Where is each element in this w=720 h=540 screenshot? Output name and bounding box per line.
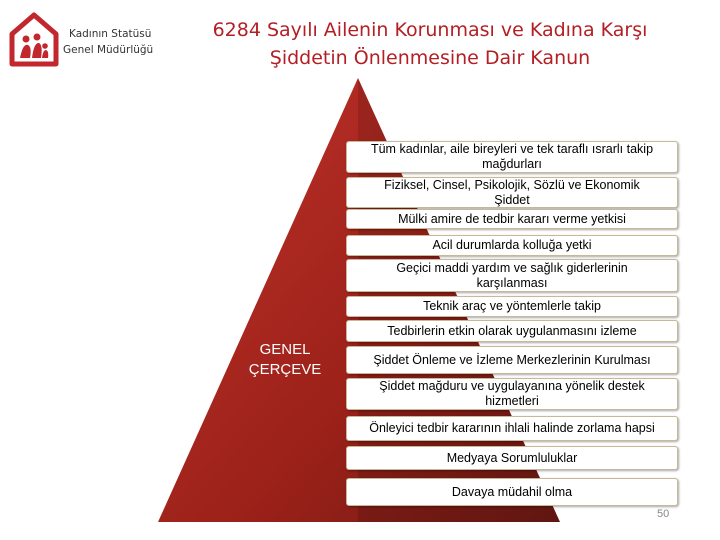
pyramid-item-centers <box>346 346 678 374</box>
pyramid-item-police-authority <box>346 235 678 256</box>
item-text-line1: Tedbirlerin etkin olarak uygulanmasını izleme <box>387 323 637 338</box>
general-framework-line2: ÇERÇEVE <box>248 361 322 378</box>
slide-title-line1: 6284 Sayılı Ailenin Korunması ve Kadına Karşı <box>212 19 648 41</box>
item-text-line1: Şiddet mağduru ve uygulayanına yönelik destek <box>379 379 645 393</box>
pyramid-item-violence-types <box>346 177 678 208</box>
item-text-line1: Geçici maddi yardım ve sağlık giderlerinin <box>396 260 628 275</box>
item-text-line1: Tüm kadınlar, aile bireyleri ve tek taraflı ısrarlı takip <box>370 142 654 156</box>
pyramid-item-financial-aid <box>346 259 678 292</box>
general-framework-label <box>230 340 340 380</box>
item-text-line1: Mülki amire de tedbir kararı verme yetkisi <box>398 211 626 226</box>
item-text-line2: karşılanması <box>476 275 548 290</box>
pyramid-item-support-services <box>346 378 678 410</box>
org-name-line1: Kadının Statüsü <box>69 28 152 40</box>
item-text-line1: Fiziksel, Cinsel, Psikolojik, Sözlü ve Ekonomik <box>384 177 640 192</box>
item-text-line1: Medyaya Sorumluluklar <box>446 450 578 465</box>
item-text-line1: Acil durumlarda kolluğa yetki <box>432 238 592 252</box>
general-framework-line1: GENEL <box>259 341 311 358</box>
pyramid-item-technical-tracking <box>346 296 678 317</box>
pyramid-item-coercive-detention <box>346 416 678 441</box>
pyramid-item-victims-scope <box>346 141 678 173</box>
item-text-line2: Şiddet <box>494 192 530 207</box>
pyramid-item-administrator-authority <box>346 209 678 229</box>
item-text-line1: Önleyici tedbir kararının ihlali halinde zorlama hapsi <box>369 421 655 435</box>
org-name-line2: Genel Müdürlüğü <box>63 44 154 56</box>
item-text-line1: Davaya müdahil olma <box>451 484 573 499</box>
item-text-line2: hizmetleri <box>485 394 539 408</box>
pyramid-item-monitoring <box>346 320 678 342</box>
item-text-line1: Şiddet Önleme ve İzleme Merkezlerinin Kurulması <box>373 352 651 367</box>
pyramid-item-media-responsibilities <box>346 446 678 470</box>
item-text-line2: mağdurları <box>482 157 542 171</box>
item-text-line1: Teknik araç ve yöntemlerle takip <box>423 299 601 313</box>
pyramid-item-case-intervention <box>346 478 678 506</box>
slide-title-line2: Şiddetin Önlenmesine Dair Kanun <box>269 47 591 69</box>
page-number: 50 <box>657 508 670 520</box>
